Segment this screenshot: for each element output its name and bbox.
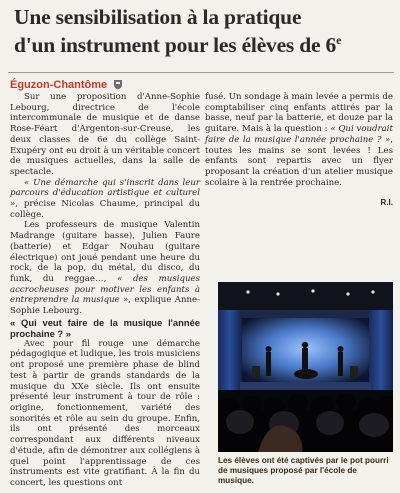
photo-caption: Les élèves ont été captivés par le pot pourri de musiques proposé par l'école de musique. (218, 456, 389, 485)
concert-photo (218, 282, 393, 452)
headline-line-2: d'un instrument pour les élèves de 6e (14, 33, 342, 58)
paragraph: « Une démarche qui s'inscrit dans leur parcours d'éducation artistique et culturel », précise Nicolas Chaume, principal du collège. (10, 177, 200, 220)
author-signature: R.I. (380, 198, 393, 208)
paragraph: Les professeurs de musique Valentin Madrange (guitare basse), Julien Faure (batterie) et Edgar Nouhau (guitare électrique) ont joué pendant une heure du rock, de la pop, du métal, du disco, du funk, du reggae…, « des musiques accrocheuses pour motiver les enfants à entreprendre la musique », explique Anne-Sophie Lebourg. (10, 220, 201, 317)
article-column-right (205, 92, 393, 209)
headline-rule (8, 72, 394, 73)
section-subhead: « Qui veut faire de la musique l'année prochaine ? » (10, 316, 200, 339)
place-name: Éguzon-Chantôme (10, 79, 108, 91)
paragraph: fusé. Un sondage à main levée a permis de comptabiliser cinq enfants attirés par la basse, neuf par la batterie, et douze par la guitare. Mais à la question : « Qui voudrait faire de la musique l'année prochaine ? », toutes les mains se sont levées ! Les enfants sont repartis avec un flyer proposant la création d'un atelier musique scolaire à la rentrée prochaine. (205, 92, 393, 188)
article-headline (14, 6, 392, 57)
place-kicker (10, 79, 123, 93)
article-column-left (10, 92, 200, 489)
headline-line-1: Une sensibilisation à la pratique (14, 5, 302, 29)
paragraph: Sur une proposition d'Anne-Sophie Lebourg, directrice de l'école intercommunale de musique et de danse Rose-Féart d'Argenton-sur-Creuse, les deux classes de 6e du collège Saint-Exupéry ont eu droit à un véritable concert de musiques actuelles, dans la salle de spectacle. (10, 92, 200, 177)
paragraph: Avec pour fil rouge une démarche pédagogique et ludique, les trois musiciens ont proposé une première phase de blind test à partir de grands standards de la musique du XXe siècle. Ils ont ensuite présenté leur instrument à tour de rôle : origine, fonctionnement, variété des sonorités et rôle au sein du groupe. Enfin, ils ont présenté des morceaux correspondant aux différents niveaux d'étude, afin de démontrer aux collégiens à quel point l'apprentissage de ces instruments est vite gratifiant. À la fin du concert, les questions ont (10, 338, 200, 488)
town-crest-icon (113, 79, 123, 93)
